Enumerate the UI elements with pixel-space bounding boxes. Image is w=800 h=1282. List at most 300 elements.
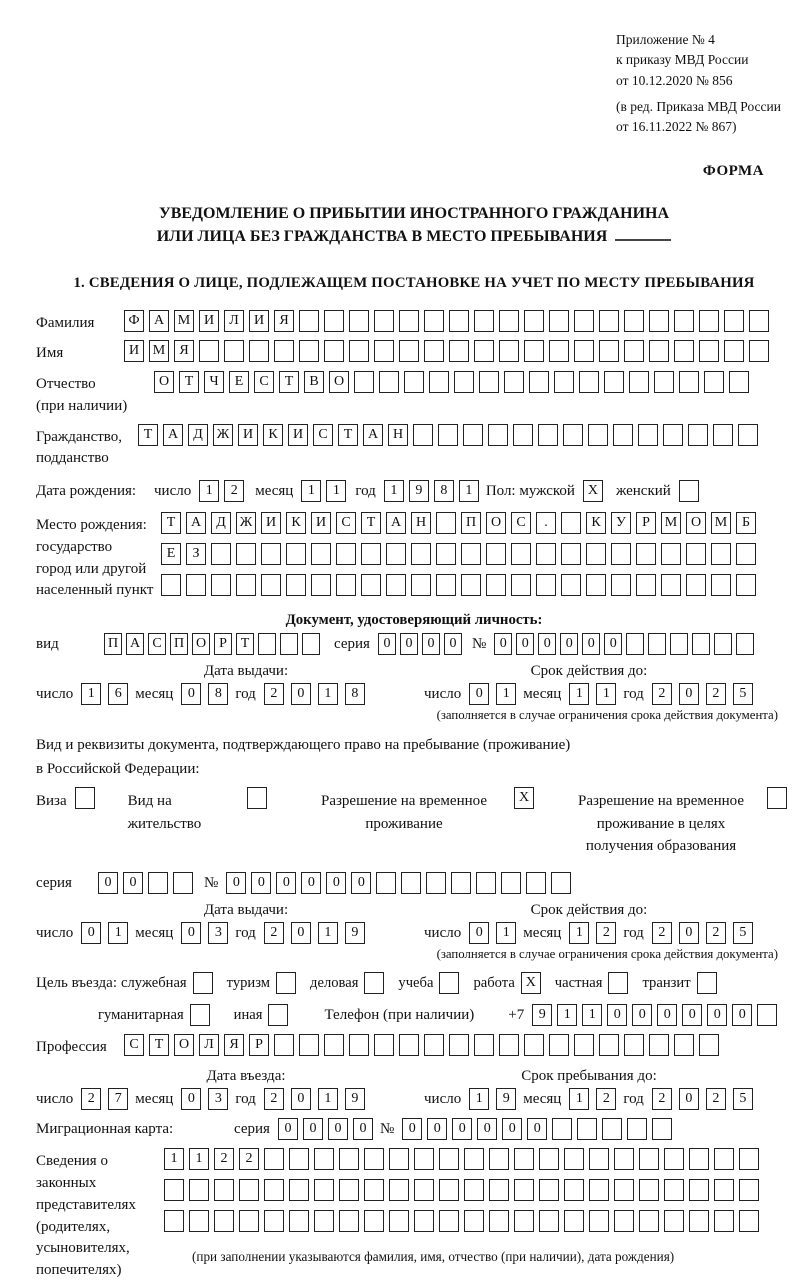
char-box[interactable]: 2	[224, 480, 244, 502]
char-box[interactable]: 0	[98, 872, 118, 894]
char-box[interactable]	[686, 574, 706, 596]
char-box[interactable]	[486, 574, 506, 596]
char-box[interactable]	[413, 424, 433, 446]
char-box[interactable]	[214, 1179, 234, 1201]
char-box[interactable]: 9	[496, 1088, 516, 1110]
char-box[interactable]: 2	[264, 922, 284, 944]
char-box[interactable]: 1	[318, 683, 338, 705]
char-box[interactable]	[486, 543, 506, 565]
char-box[interactable]	[739, 1179, 759, 1201]
char-box[interactable]	[236, 574, 256, 596]
char-box[interactable]: 1	[469, 1088, 489, 1110]
char-box[interactable]	[652, 1118, 672, 1140]
char-box[interactable]: 1	[81, 683, 101, 705]
char-box[interactable]: Т	[338, 424, 358, 446]
char-box[interactable]	[599, 310, 619, 332]
char-box[interactable]	[324, 340, 344, 362]
char-box[interactable]	[314, 1210, 334, 1232]
char-box[interactable]	[699, 1034, 719, 1056]
char-box[interactable]: Д	[211, 512, 231, 534]
char-box[interactable]: И	[249, 310, 269, 332]
char-box[interactable]	[264, 1210, 284, 1232]
char-box[interactable]	[674, 310, 694, 332]
char-box[interactable]: 9	[409, 480, 429, 502]
char-box[interactable]: 1	[384, 480, 404, 502]
char-box[interactable]	[674, 1034, 694, 1056]
char-box[interactable]	[504, 371, 524, 393]
char-box[interactable]	[339, 1179, 359, 1201]
char-box[interactable]	[674, 340, 694, 362]
char-box[interactable]	[439, 972, 459, 994]
char-box[interactable]	[173, 872, 193, 894]
char-box[interactable]: 2	[596, 922, 616, 944]
char-box[interactable]: 0	[422, 633, 440, 655]
char-box[interactable]	[724, 310, 744, 332]
char-box[interactable]	[564, 1210, 584, 1232]
char-box[interactable]: 0	[604, 633, 622, 655]
stay-year-boxes[interactable]	[652, 1088, 760, 1110]
char-box[interactable]	[697, 972, 717, 994]
char-box[interactable]: В	[304, 371, 324, 393]
patronymic-boxes[interactable]	[154, 371, 754, 393]
char-box[interactable]	[189, 1179, 209, 1201]
char-box[interactable]: 0	[378, 633, 396, 655]
char-box[interactable]: М	[174, 310, 194, 332]
char-box[interactable]	[729, 371, 749, 393]
char-box[interactable]	[664, 1179, 684, 1201]
doc-expiry-day-boxes[interactable]	[469, 683, 523, 705]
char-box[interactable]: А	[126, 633, 144, 655]
char-box[interactable]	[268, 1004, 288, 1026]
char-box[interactable]	[389, 1148, 409, 1170]
char-box[interactable]	[311, 574, 331, 596]
char-box[interactable]	[389, 1179, 409, 1201]
char-box[interactable]	[474, 340, 494, 362]
char-box[interactable]: 1	[108, 922, 128, 944]
char-box[interactable]: 0	[81, 922, 101, 944]
birthplace-boxes-line2[interactable]	[161, 543, 761, 565]
char-box[interactable]: 0	[679, 683, 699, 705]
char-box[interactable]	[538, 424, 558, 446]
char-box[interactable]: 2	[239, 1148, 259, 1170]
char-box[interactable]: 0	[516, 633, 534, 655]
char-box[interactable]: С	[511, 512, 531, 534]
profession-boxes[interactable]	[124, 1034, 724, 1056]
char-box[interactable]	[499, 340, 519, 362]
char-box[interactable]	[511, 543, 531, 565]
residence-permit-checkbox[interactable]	[247, 787, 272, 809]
entry-day-boxes[interactable]	[81, 1088, 135, 1110]
char-box[interactable]	[264, 1148, 284, 1170]
doc-issue-year-boxes[interactable]	[264, 683, 372, 705]
char-box[interactable]	[286, 574, 306, 596]
char-box[interactable]	[461, 543, 481, 565]
char-box[interactable]: Р	[636, 512, 656, 534]
char-box[interactable]	[424, 1034, 444, 1056]
char-box[interactable]	[614, 1179, 634, 1201]
char-box[interactable]: Т	[279, 371, 299, 393]
permit-expiry-day-boxes[interactable]	[469, 922, 523, 944]
char-box[interactable]	[463, 424, 483, 446]
char-box[interactable]	[526, 872, 546, 894]
char-box[interactable]: 1	[199, 480, 219, 502]
char-box[interactable]	[349, 340, 369, 362]
char-box[interactable]: 1	[459, 480, 479, 502]
char-box[interactable]	[264, 1179, 284, 1201]
char-box[interactable]: 2	[706, 922, 726, 944]
char-box[interactable]: 1	[318, 1088, 338, 1110]
char-box[interactable]	[236, 543, 256, 565]
edu-permit-checkbox[interactable]	[767, 787, 792, 809]
char-box[interactable]	[336, 543, 356, 565]
char-box[interactable]: 1	[582, 1004, 602, 1026]
char-box[interactable]	[190, 1004, 210, 1026]
char-box[interactable]	[324, 1034, 344, 1056]
char-box[interactable]	[349, 1034, 369, 1056]
char-box[interactable]	[639, 1179, 659, 1201]
char-box[interactable]	[749, 340, 769, 362]
char-box[interactable]: 0	[452, 1118, 472, 1140]
char-box[interactable]: 0	[351, 872, 371, 894]
char-box[interactable]: 0	[181, 1088, 201, 1110]
char-box[interactable]	[280, 633, 298, 655]
char-box[interactable]: Т	[138, 424, 158, 446]
char-box[interactable]	[376, 872, 396, 894]
char-box[interactable]: Н	[411, 512, 431, 534]
permit-issue-year-boxes[interactable]	[264, 922, 372, 944]
char-box[interactable]: X	[583, 480, 603, 502]
char-box[interactable]	[689, 1148, 709, 1170]
char-box[interactable]: 0	[444, 633, 462, 655]
permit-expiry-year-boxes[interactable]	[652, 922, 760, 944]
char-box[interactable]: 0	[123, 872, 143, 894]
char-box[interactable]: 2	[264, 683, 284, 705]
char-box[interactable]: 0	[477, 1118, 497, 1140]
char-box[interactable]: 0	[301, 872, 321, 894]
char-box[interactable]	[608, 972, 628, 994]
given-name-boxes[interactable]	[124, 340, 774, 362]
char-box[interactable]	[514, 1210, 534, 1232]
char-box[interactable]: 1	[557, 1004, 577, 1026]
char-box[interactable]	[661, 543, 681, 565]
purpose-business-checkbox[interactable]	[364, 972, 389, 994]
char-box[interactable]	[704, 371, 724, 393]
char-box[interactable]	[211, 543, 231, 565]
char-box[interactable]	[311, 543, 331, 565]
char-box[interactable]: 1	[326, 480, 346, 502]
char-box[interactable]: 0	[278, 1118, 298, 1140]
char-box[interactable]	[488, 424, 508, 446]
char-box[interactable]: С	[124, 1034, 144, 1056]
char-box[interactable]: 0	[632, 1004, 652, 1026]
char-box[interactable]	[302, 633, 320, 655]
surname-boxes[interactable]	[124, 310, 774, 332]
char-box[interactable]	[314, 1148, 334, 1170]
char-box[interactable]	[624, 310, 644, 332]
stay-month-boxes[interactable]	[569, 1088, 623, 1110]
char-box[interactable]: 0	[582, 633, 600, 655]
char-box[interactable]	[193, 972, 213, 994]
char-box[interactable]: 0	[657, 1004, 677, 1026]
char-box[interactable]	[599, 1034, 619, 1056]
char-box[interactable]	[438, 424, 458, 446]
char-box[interactable]	[399, 1034, 419, 1056]
char-box[interactable]	[186, 574, 206, 596]
char-box[interactable]	[711, 574, 731, 596]
char-box[interactable]: X	[514, 787, 534, 809]
char-box[interactable]	[574, 310, 594, 332]
char-box[interactable]	[436, 512, 456, 534]
char-box[interactable]	[552, 1118, 572, 1140]
char-box[interactable]	[561, 512, 581, 534]
char-box[interactable]	[714, 1210, 734, 1232]
char-box[interactable]	[461, 574, 481, 596]
char-box[interactable]: 0	[326, 872, 346, 894]
citizenship-boxes[interactable]	[138, 424, 763, 446]
char-box[interactable]	[289, 1179, 309, 1201]
char-box[interactable]	[629, 371, 649, 393]
char-box[interactable]	[579, 371, 599, 393]
char-box[interactable]	[670, 633, 688, 655]
char-box[interactable]: И	[288, 424, 308, 446]
char-box[interactable]	[663, 424, 683, 446]
char-box[interactable]	[211, 574, 231, 596]
char-box[interactable]: X	[521, 972, 541, 994]
char-box[interactable]	[711, 543, 731, 565]
char-box[interactable]	[539, 1148, 559, 1170]
char-box[interactable]: 0	[494, 633, 512, 655]
char-box[interactable]	[624, 1034, 644, 1056]
char-box[interactable]	[339, 1148, 359, 1170]
char-box[interactable]: К	[586, 512, 606, 534]
birthplace-boxes-line3[interactable]	[161, 574, 761, 596]
char-box[interactable]	[636, 574, 656, 596]
char-box[interactable]	[589, 1148, 609, 1170]
char-box[interactable]	[449, 1034, 469, 1056]
char-box[interactable]: 0	[181, 683, 201, 705]
purpose-official-checkbox[interactable]	[193, 972, 218, 994]
purpose-work-checkbox[interactable]	[521, 972, 546, 994]
doc-issue-month-boxes[interactable]	[181, 683, 235, 705]
char-box[interactable]	[436, 543, 456, 565]
char-box[interactable]	[686, 543, 706, 565]
char-box[interactable]: Я	[224, 1034, 244, 1056]
char-box[interactable]	[757, 1004, 777, 1026]
char-box[interactable]	[299, 310, 319, 332]
char-box[interactable]: .	[536, 512, 556, 534]
char-box[interactable]	[767, 787, 787, 809]
char-box[interactable]	[454, 371, 474, 393]
char-box[interactable]: С	[148, 633, 166, 655]
char-box[interactable]: У	[611, 512, 631, 534]
char-box[interactable]	[336, 574, 356, 596]
char-box[interactable]	[536, 574, 556, 596]
char-box[interactable]: 1	[318, 922, 338, 944]
char-box[interactable]	[339, 1210, 359, 1232]
char-box[interactable]: Д	[188, 424, 208, 446]
birth-day-boxes[interactable]	[199, 480, 249, 502]
char-box[interactable]	[414, 1148, 434, 1170]
char-box[interactable]	[439, 1210, 459, 1232]
char-box[interactable]	[749, 310, 769, 332]
char-box[interactable]	[664, 1148, 684, 1170]
char-box[interactable]: 0	[353, 1118, 373, 1140]
char-box[interactable]	[299, 340, 319, 362]
char-box[interactable]: 0	[732, 1004, 752, 1026]
char-box[interactable]	[563, 424, 583, 446]
char-box[interactable]	[554, 371, 574, 393]
char-box[interactable]	[374, 1034, 394, 1056]
char-box[interactable]	[364, 1210, 384, 1232]
char-box[interactable]	[239, 1210, 259, 1232]
purpose-study-checkbox[interactable]	[439, 972, 464, 994]
char-box[interactable]	[501, 872, 521, 894]
temp-permit-checkbox[interactable]	[514, 787, 539, 809]
char-box[interactable]	[688, 424, 708, 446]
char-box[interactable]	[589, 1179, 609, 1201]
char-box[interactable]	[439, 1179, 459, 1201]
char-box[interactable]	[439, 1148, 459, 1170]
char-box[interactable]: 5	[733, 1088, 753, 1110]
char-box[interactable]	[577, 1118, 597, 1140]
char-box[interactable]	[699, 310, 719, 332]
char-box[interactable]: М	[711, 512, 731, 534]
char-box[interactable]	[649, 1034, 669, 1056]
char-box[interactable]	[411, 574, 431, 596]
char-box[interactable]	[551, 872, 571, 894]
char-box[interactable]: Т	[361, 512, 381, 534]
char-box[interactable]	[464, 1210, 484, 1232]
char-box[interactable]	[649, 310, 669, 332]
char-box[interactable]: О	[486, 512, 506, 534]
char-box[interactable]: И	[124, 340, 144, 362]
char-box[interactable]	[379, 371, 399, 393]
char-box[interactable]	[436, 574, 456, 596]
char-box[interactable]	[489, 1210, 509, 1232]
char-box[interactable]: Ж	[213, 424, 233, 446]
char-box[interactable]	[636, 543, 656, 565]
char-box[interactable]	[514, 1148, 534, 1170]
char-box[interactable]	[314, 1179, 334, 1201]
char-box[interactable]	[276, 972, 296, 994]
char-box[interactable]	[474, 1034, 494, 1056]
char-box[interactable]: 2	[652, 683, 672, 705]
char-box[interactable]: 0	[469, 683, 489, 705]
char-box[interactable]	[524, 310, 544, 332]
phone-boxes[interactable]	[532, 1004, 782, 1026]
char-box[interactable]	[247, 787, 267, 809]
char-box[interactable]	[424, 340, 444, 362]
char-box[interactable]	[164, 1179, 184, 1201]
char-box[interactable]: И	[261, 512, 281, 534]
char-box[interactable]	[549, 340, 569, 362]
char-box[interactable]: Ф	[124, 310, 144, 332]
char-box[interactable]: Ж	[236, 512, 256, 534]
char-box[interactable]	[361, 574, 381, 596]
char-box[interactable]	[374, 340, 394, 362]
char-box[interactable]: Н	[388, 424, 408, 446]
permit-number-boxes[interactable]	[226, 872, 576, 894]
char-box[interactable]	[599, 340, 619, 362]
doc-type-boxes[interactable]	[104, 633, 324, 655]
char-box[interactable]: 0	[679, 1088, 699, 1110]
char-box[interactable]: А	[163, 424, 183, 446]
representatives-boxes-line1[interactable]	[164, 1148, 764, 1170]
char-box[interactable]: А	[186, 512, 206, 534]
char-box[interactable]: С	[313, 424, 333, 446]
purpose-other-checkbox[interactable]	[268, 1004, 293, 1026]
char-box[interactable]	[529, 371, 549, 393]
char-box[interactable]: 5	[733, 922, 753, 944]
char-box[interactable]: О	[192, 633, 210, 655]
char-box[interactable]	[364, 1179, 384, 1201]
doc-number-boxes[interactable]	[494, 633, 758, 655]
char-box[interactable]: 1	[301, 480, 321, 502]
sex-female-checkbox[interactable]	[679, 480, 704, 502]
char-box[interactable]: 0	[427, 1118, 447, 1140]
char-box[interactable]	[289, 1210, 309, 1232]
migcard-series-boxes[interactable]	[278, 1118, 378, 1140]
char-box[interactable]: 3	[208, 922, 228, 944]
char-box[interactable]	[724, 340, 744, 362]
char-box[interactable]	[274, 340, 294, 362]
char-box[interactable]: 0	[303, 1118, 323, 1140]
char-box[interactable]	[164, 1210, 184, 1232]
char-box[interactable]	[654, 371, 674, 393]
char-box[interactable]	[224, 340, 244, 362]
char-box[interactable]: 0	[607, 1004, 627, 1026]
char-box[interactable]: О	[154, 371, 174, 393]
char-box[interactable]: О	[174, 1034, 194, 1056]
stay-day-boxes[interactable]	[469, 1088, 523, 1110]
char-box[interactable]	[589, 1210, 609, 1232]
char-box[interactable]: Л	[199, 1034, 219, 1056]
char-box[interactable]	[689, 1210, 709, 1232]
char-box[interactable]	[214, 1210, 234, 1232]
char-box[interactable]: 9	[345, 922, 365, 944]
char-box[interactable]: 2	[264, 1088, 284, 1110]
char-box[interactable]	[364, 1148, 384, 1170]
char-box[interactable]: З	[186, 543, 206, 565]
char-box[interactable]	[524, 1034, 544, 1056]
char-box[interactable]: 2	[652, 1088, 672, 1110]
char-box[interactable]: Т	[179, 371, 199, 393]
char-box[interactable]: 0	[328, 1118, 348, 1140]
char-box[interactable]	[739, 1148, 759, 1170]
char-box[interactable]	[613, 424, 633, 446]
permit-issue-day-boxes[interactable]	[81, 922, 135, 944]
char-box[interactable]	[489, 1179, 509, 1201]
char-box[interactable]	[699, 340, 719, 362]
char-box[interactable]	[649, 340, 669, 362]
char-box[interactable]: П	[104, 633, 122, 655]
char-box[interactable]: О	[329, 371, 349, 393]
char-box[interactable]: 0	[291, 1088, 311, 1110]
char-box[interactable]: 8	[345, 683, 365, 705]
char-box[interactable]: 1	[164, 1148, 184, 1170]
char-box[interactable]	[289, 1148, 309, 1170]
char-box[interactable]: Л	[224, 310, 244, 332]
char-box[interactable]: А	[149, 310, 169, 332]
char-box[interactable]	[261, 574, 281, 596]
char-box[interactable]	[549, 310, 569, 332]
permit-expiry-month-boxes[interactable]	[569, 922, 623, 944]
char-box[interactable]	[299, 1034, 319, 1056]
char-box[interactable]	[414, 1210, 434, 1232]
char-box[interactable]	[639, 1148, 659, 1170]
char-box[interactable]	[539, 1179, 559, 1201]
char-box[interactable]	[429, 371, 449, 393]
